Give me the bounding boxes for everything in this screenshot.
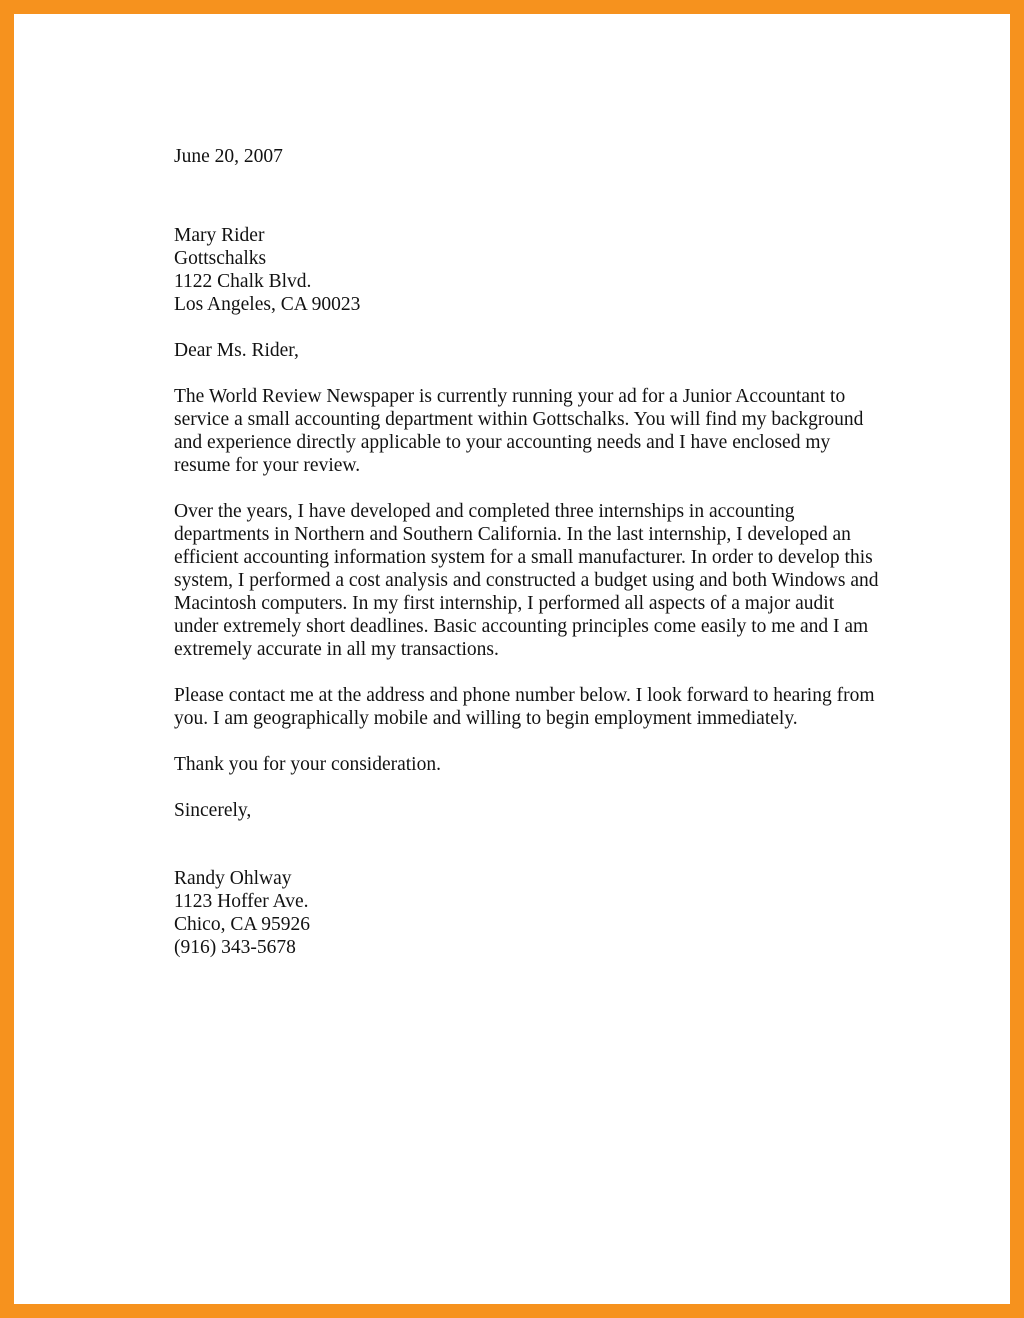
signature-phone: (916) 343-5678 xyxy=(174,937,296,958)
recipient-name: Mary Rider xyxy=(174,225,265,246)
paragraph-experience: Over the years, I have developed and completed three internships in accounting departments in Northern and Southern California. In the last internship, I developed an efficient accounting information system for a small manufacturer. In order to develop this system, I performed a cost analysis and constructed a budget using and both Windows and Macintosh computers. In my first internship, I performed all aspects of a major audit under extremely short deadlines. Basic accounting principles come easily to me and I am extremely accurate in all my transactions. xyxy=(174,501,879,660)
recipient-company: Gottschalks xyxy=(174,248,267,269)
signature-block xyxy=(174,867,880,959)
recipient-street: 1122 Chalk Blvd. xyxy=(174,271,312,292)
recipient-address-block xyxy=(174,224,880,316)
closing-salutation: Sincerely, xyxy=(174,800,252,821)
paragraph-intro: The World Review Newspaper is currently running your ad for a Junior Accountant to service a small accounting department within Gottschalks. You will find my background and experience directly applicable to your accounting needs and I have enclosed my resume for your review. xyxy=(174,386,864,476)
signature-city: Chico, CA 95926 xyxy=(174,914,310,935)
signature-street: 1123 Hoffer Ave. xyxy=(174,891,309,912)
thanks-line: Thank you for your consideration. xyxy=(174,754,441,775)
salutation: Dear Ms. Rider, xyxy=(174,340,299,361)
letter-date: June 20, 2007 xyxy=(174,146,283,167)
signature-name: Randy Ohlway xyxy=(174,868,292,889)
letter-body xyxy=(174,145,880,959)
paragraph-contact: Please contact me at the address and phone number below. I look forward to hearing from you. I am geographically mobile and willing to begin employment immediately. xyxy=(174,685,875,729)
recipient-city: Los Angeles, CA 90023 xyxy=(174,294,361,315)
